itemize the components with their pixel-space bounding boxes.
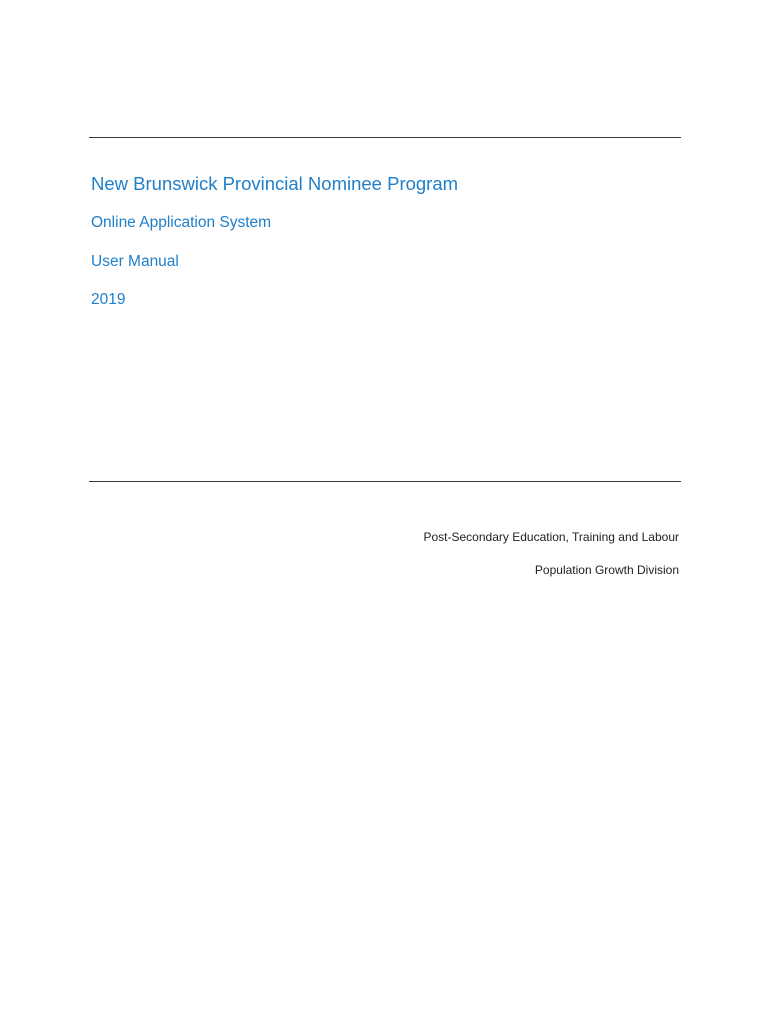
document-year: 2019 <box>91 291 126 308</box>
document-title: New Brunswick Provincial Nominee Program <box>91 173 459 194</box>
document-type: User Manual <box>91 253 179 270</box>
top-divider <box>89 137 681 138</box>
division-name: Population Growth Division <box>534 563 679 577</box>
publisher-block <box>424 528 680 579</box>
document-subtitle: Online Application System <box>91 214 272 231</box>
bottom-divider <box>89 481 681 482</box>
cover-title-block <box>91 170 458 311</box>
department-name: Post-Secondary Education, Training and Labour <box>423 530 679 544</box>
